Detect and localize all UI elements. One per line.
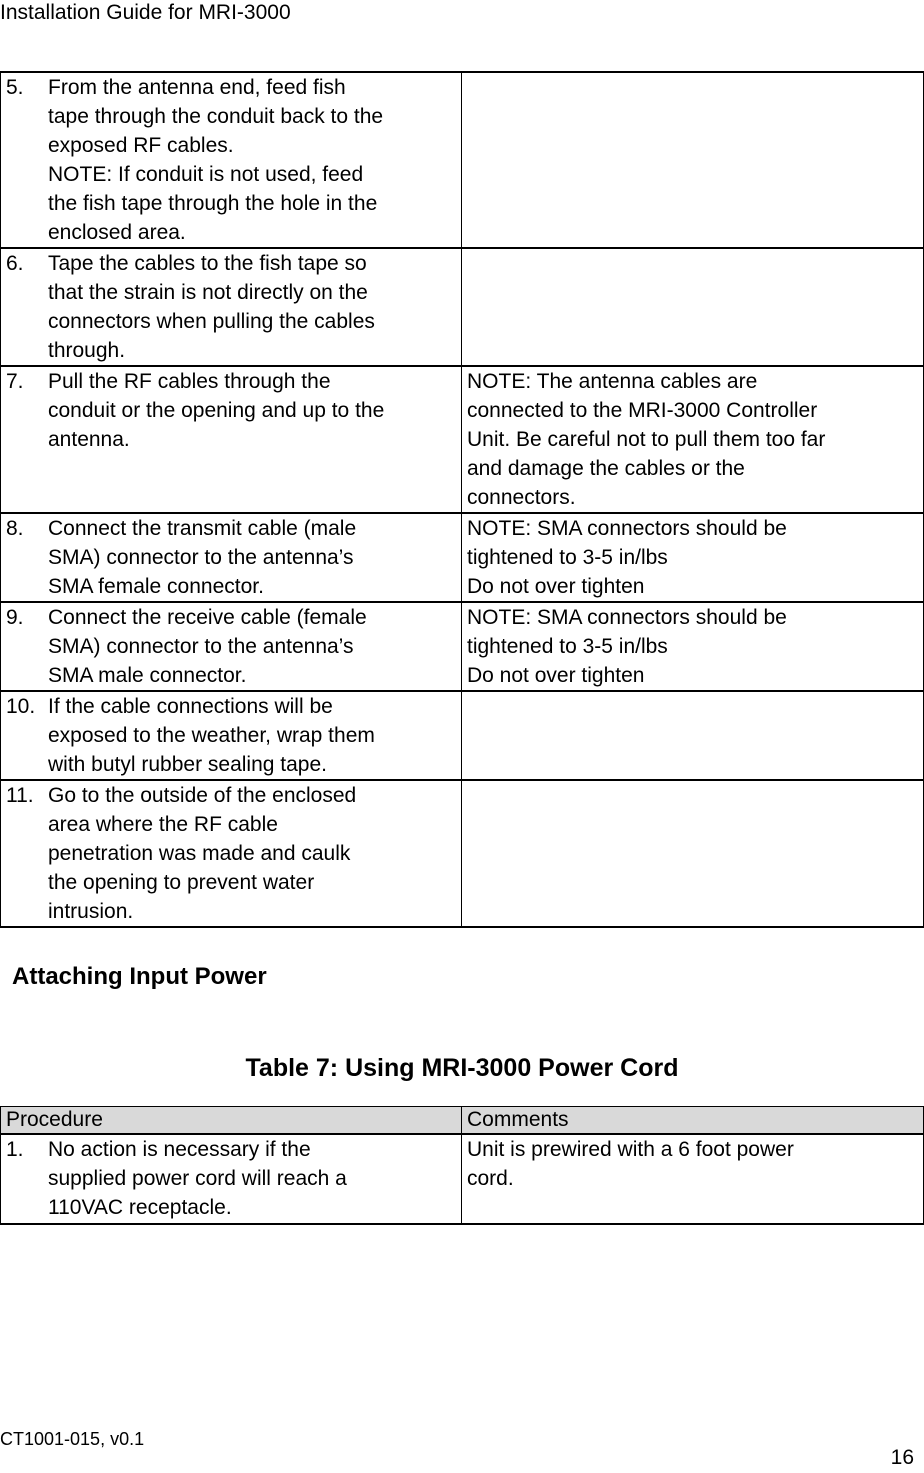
step-text-line: 110VAC receptacle. <box>48 1196 232 1219</box>
page-number: 16 <box>890 1446 914 1469</box>
table-caption: Table 7: Using MRI-3000 Power Cord <box>245 1054 679 1082</box>
column-header-procedure: Procedure <box>1 1107 462 1135</box>
table-row <box>1 691 924 780</box>
table-row <box>1 248 924 366</box>
table-row <box>1 602 924 691</box>
table-header-row <box>1 1107 924 1135</box>
step-text-line: SMA male connector. <box>48 664 247 687</box>
procedure-cell <box>1 366 462 513</box>
step-text-line: From the antenna end, feed fish <box>48 76 346 99</box>
procedure-cell <box>1 602 462 691</box>
step-text-line: Tape the cables to the fish tape so <box>48 252 367 275</box>
comment-text-line: NOTE: SMA connectors should be <box>467 606 787 629</box>
procedure-cell <box>1 780 462 927</box>
comment-text-line: cord. <box>467 1167 514 1190</box>
step-text-line: penetration was made and caulk <box>48 842 351 865</box>
step-number: 1. <box>6 1138 24 1161</box>
step-text-line: Pull the RF cables through the <box>48 370 331 393</box>
step-text-line: that the strain is not directly on the <box>48 281 368 304</box>
comment-text-line: NOTE: SMA connectors should be <box>467 517 787 540</box>
comment-text-line: connectors. <box>467 486 576 509</box>
table-row <box>1 1134 924 1224</box>
procedure-cell <box>1 72 462 248</box>
procedure-cell <box>1 1134 462 1224</box>
step-text-line: Connect the transmit cable (male <box>48 517 357 540</box>
comment-cell <box>462 780 924 927</box>
step-text-line: enclosed area. <box>48 221 186 244</box>
step-text-line: connectors when pulling the cables <box>48 310 375 333</box>
step-text-line: Connect the receive cable (female <box>48 606 367 629</box>
running-header: Installation Guide for MRI-3000 <box>0 1 291 24</box>
step-number: 6. <box>6 252 24 275</box>
step-text-line: through. <box>48 339 126 362</box>
step-text-line: SMA) connector to the antenna’s <box>48 546 354 569</box>
comment-text-line: tightened to 3-5 in/lbs <box>467 546 668 569</box>
table-row <box>1 72 924 248</box>
step-text-line: Go to the outside of the enclosed <box>48 784 357 807</box>
step-number: 5. <box>6 76 24 99</box>
step-text-line: exposed to the weather, wrap them <box>48 724 375 747</box>
step-text-line: area where the RF cable <box>48 813 278 836</box>
step-text-line: SMA) connector to the antenna’s <box>48 635 354 658</box>
comment-text-line: Unit is prewired with a 6 foot power <box>467 1138 794 1161</box>
step-text-line: SMA female connector. <box>48 575 264 598</box>
step-text-line: No action is necessary if the <box>48 1138 311 1161</box>
step-text-line: NOTE: If conduit is not used, feed <box>48 163 364 186</box>
comment-text-line: connected to the MRI-3000 Controller <box>467 399 818 422</box>
step-text-line: antenna. <box>48 428 130 451</box>
step-text-line: intrusion. <box>48 900 134 923</box>
comment-cell <box>462 513 924 602</box>
step-text-line: conduit or the opening and up to the <box>48 399 385 422</box>
comment-cell <box>462 691 924 780</box>
table-row <box>1 366 924 513</box>
comment-text-line: and damage the cables or the <box>467 457 745 480</box>
table-row <box>1 513 924 602</box>
comment-cell <box>462 1134 924 1224</box>
footer-doc-id: CT1001-015, v0.1 <box>0 1429 145 1449</box>
step-text-line: the fish tape through the hole in the <box>48 192 378 215</box>
step-number: 8. <box>6 517 24 540</box>
step-number: 11. <box>6 784 34 807</box>
step-text-line: exposed RF cables. <box>48 134 234 157</box>
step-text-line: with butyl rubber sealing tape. <box>48 753 327 776</box>
column-header-comments: Comments <box>462 1107 924 1135</box>
comment-text-line: tightened to 3-5 in/lbs <box>467 635 668 658</box>
step-number: 9. <box>6 606 24 629</box>
comment-cell <box>462 366 924 513</box>
step-text-line: supplied power cord will reach a <box>48 1167 347 1190</box>
step-text-line: tape through the conduit back to the <box>48 105 384 128</box>
power-cord-table <box>0 1106 924 1225</box>
procedure-cell <box>1 513 462 602</box>
comment-text-line: Do not over tighten <box>467 575 645 598</box>
procedure-cell <box>1 248 462 366</box>
installation-steps-table <box>0 71 924 928</box>
step-number: 10. <box>6 695 36 718</box>
comment-text-line: NOTE: The antenna cables are <box>467 370 758 393</box>
section-heading: Attaching Input Power <box>12 963 267 990</box>
step-text-line: If the cable connections will be <box>48 695 333 718</box>
step-text-line: the opening to prevent water <box>48 871 315 894</box>
comment-cell <box>462 248 924 366</box>
comment-text-line: Do not over tighten <box>467 664 645 687</box>
comment-cell <box>462 602 924 691</box>
comment-cell <box>462 72 924 248</box>
procedure-cell <box>1 691 462 780</box>
comment-text-line: Unit. Be careful not to pull them too far <box>467 428 826 451</box>
table-row <box>1 780 924 927</box>
step-number: 7. <box>6 370 24 393</box>
